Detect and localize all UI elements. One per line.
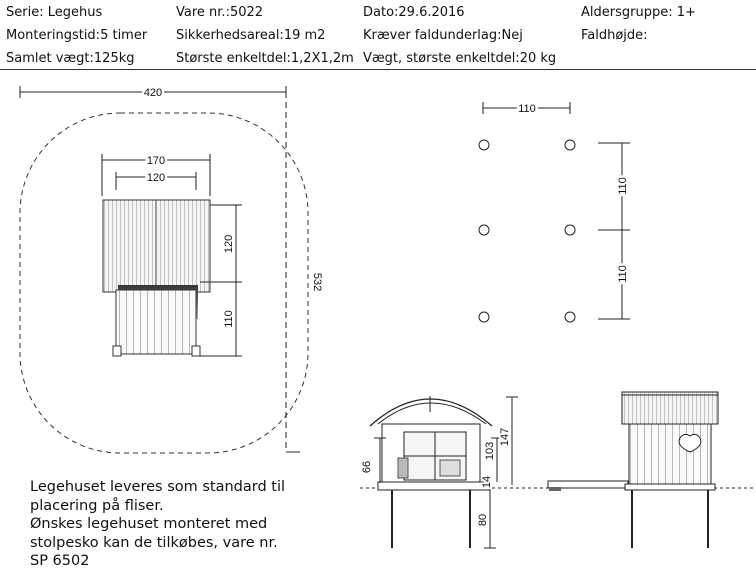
post-layout [479,102,630,322]
total-weight-label: Samlet vægt:125kg [6,51,135,66]
front-elevation [548,392,718,548]
dim-house-depth: 120 [223,234,235,254]
dim-post-spacing-x: 110 [518,103,536,115]
note-line: placering på fliser. [30,497,164,514]
note-line: Ønskes legehuset monteret med [30,516,268,532]
dim-overall-length: 532 [311,272,323,292]
deck-plan [116,290,196,354]
dim-overall-width: 420 [143,87,163,99]
floor-front [625,484,715,490]
date-label: Dato:29.6.2016 [363,5,465,20]
age-group-label: Aldersgruppe: 1+ [581,5,696,20]
largest-part-label: Største enkeltdel:1,2X1,2m [176,51,354,66]
fall-surface-label: Kræver faldunderlag:Nej [363,28,523,43]
post-marker [565,312,575,322]
largest-part-weight-label: Vægt, største enkeltdel:20 kg [363,51,557,66]
dim-house-width: 120 [146,172,166,184]
dim-deck-depth: 110 [223,310,235,328]
dim-roof-width: 170 [146,155,166,167]
dim-post-spacing-y1: 110 [617,177,629,195]
roof-front [622,392,718,424]
dim-total-height: 147 [499,427,511,447]
delivery-note [30,478,320,571]
dim-post-spacing-y2: 110 [617,265,629,283]
post-marker [479,140,489,150]
wall-front [629,424,711,486]
assembly-time-label: Monteringstid:5 timer [6,28,148,43]
item-number-label: Vare nr.:5022 [176,5,264,20]
serie-label: Serie: Legehus [6,5,103,20]
post-marker [565,225,575,235]
plan-view [20,86,323,453]
slide-board [548,481,628,488]
fall-height-label: Faldhøjde: [581,28,648,43]
post-marker [565,140,575,150]
floor-deck [378,482,490,490]
post-marker [479,312,489,322]
note-line: Legehuset leveres som standard til [30,479,286,495]
note-line: SP 6502 [30,553,90,569]
dim-opening-height: 66 [361,460,373,474]
post-marker [479,225,489,235]
dim-ground-to-floor: 80 [477,513,489,527]
dim-floor-thickness: 14 [481,475,493,489]
dim-floor-to-roof: 103 [484,441,496,461]
safety-area-label: Sikkerhedsareal:19 m2 [176,28,326,43]
note-line: stolpesko kan de tilkøbes, vare nr. [30,534,278,551]
